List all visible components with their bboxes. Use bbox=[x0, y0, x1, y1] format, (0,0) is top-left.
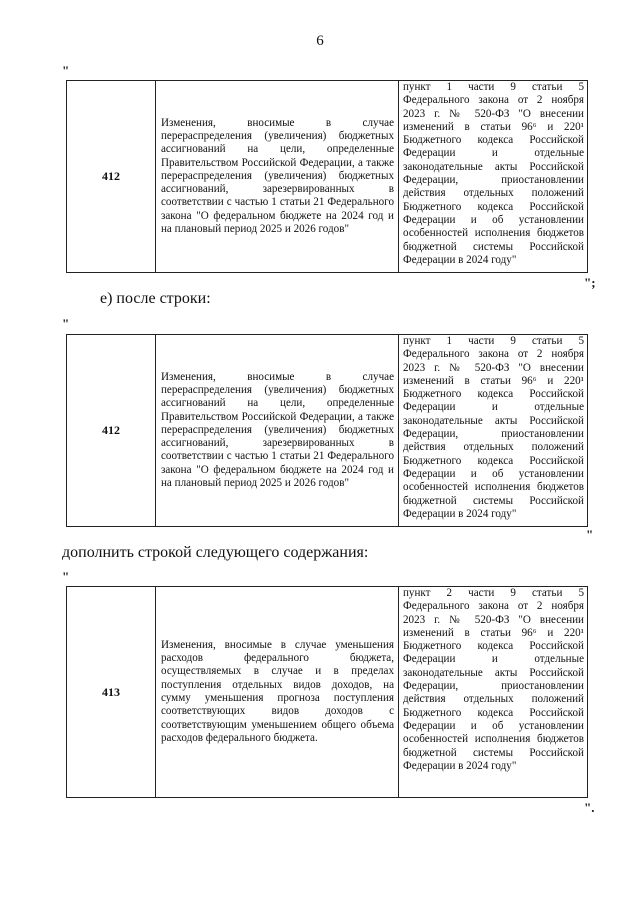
opening-quote: " bbox=[62, 316, 70, 331]
table-row bbox=[66, 586, 588, 798]
closing-quote: " bbox=[586, 527, 594, 542]
section-heading-add-row: дополнить строкой следующего содержания: bbox=[62, 544, 369, 561]
row-description: Изменения, вносимые в случае уменьшения расходов федерального бюджета, осуществляемых в случае и в пределах поступления отдельных видов доходов, на сумму уменьшения прогноза поступления соответствующих видов доходов с соответствующим уменьшением общего объема расходов федерального бюджета. bbox=[156, 587, 399, 798]
opening-quote: " bbox=[62, 63, 70, 78]
row-description: Изменения, вносимые в случае перераспределения (увеличения) бюджетных ассигнований на цели, определенные Правительством Российской Федерации, а также перераспределения (увеличения) бюджетных ассигнований, зарезервированных в соответствии с частью 1 статьи 21 Федерального закона "О федеральном бюджете на 2024 год и на плановый период 2025 и 2026 годов" bbox=[156, 81, 399, 273]
section-heading-after-row: е) после строки: bbox=[100, 290, 211, 307]
row-legal-basis: пункт 1 части 9 статьи 5 Федерального закона от 2 ноября 2023 г. № 520-ФЗ "О внесении изменений в статьи 96⁶ и 220¹ Бюджетного кодекса Российской Федерации и отдельные законодательные акты Российской Федерации, приостановлении действия отдельных положений Бюджетного кодекса Российской Федерации и об установлении особенностей исполнения бюджетов бюджетной системы Российской Федерации в 2024 году" bbox=[399, 335, 588, 527]
row-legal-basis: пункт 2 части 9 статьи 5 Федерального закона от 2 ноября 2023 г. № 520-ФЗ "О внесении изменений в статьи 96⁶ и 220¹ Бюджетного кодекса Российской Федерации и отдельные законодательные акты Российской Федерации, приостановлении действия отдельных положений Бюджетного кодекса Российской Федерации и об установлении особенностей исполнения бюджетов бюджетной системы Российской Федерации в 2024 году" bbox=[399, 587, 588, 798]
row-number: 412 bbox=[67, 81, 156, 273]
row-legal-basis: пункт 1 части 9 статьи 5 Федерального закона от 2 ноября 2023 г. № 520-ФЗ "О внесении изменений в статьи 96⁶ и 220¹ Бюджетного кодекса Российской Федерации и отдельные законодательные акты Российской Федерации, приостановлении действия отдельных положений Бюджетного кодекса Российской Федерации и об установлении особенностей исполнения бюджетов бюджетной системы Российской Федерации в 2024 году" bbox=[399, 81, 588, 273]
page-number: 6 bbox=[316, 33, 324, 49]
row-number: 412 bbox=[67, 335, 156, 527]
row-number: 413 bbox=[67, 587, 156, 798]
closing-quote: ". bbox=[584, 800, 595, 815]
table-row bbox=[66, 80, 588, 273]
closing-quote: "; bbox=[584, 275, 596, 290]
opening-quote: " bbox=[62, 569, 70, 584]
table-row bbox=[66, 334, 588, 527]
row-description: Изменения, вносимые в случае перераспределения (увеличения) бюджетных ассигнований на цели, определенные Правительством Российской Федерации, а также перераспределения (увеличения) бюджетных ассигнований, зарезервированных в соответствии с частью 1 статьи 21 Федерального закона "О федеральном бюджете на 2024 год и на плановый период 2025 и 2026 годов" bbox=[156, 335, 399, 527]
